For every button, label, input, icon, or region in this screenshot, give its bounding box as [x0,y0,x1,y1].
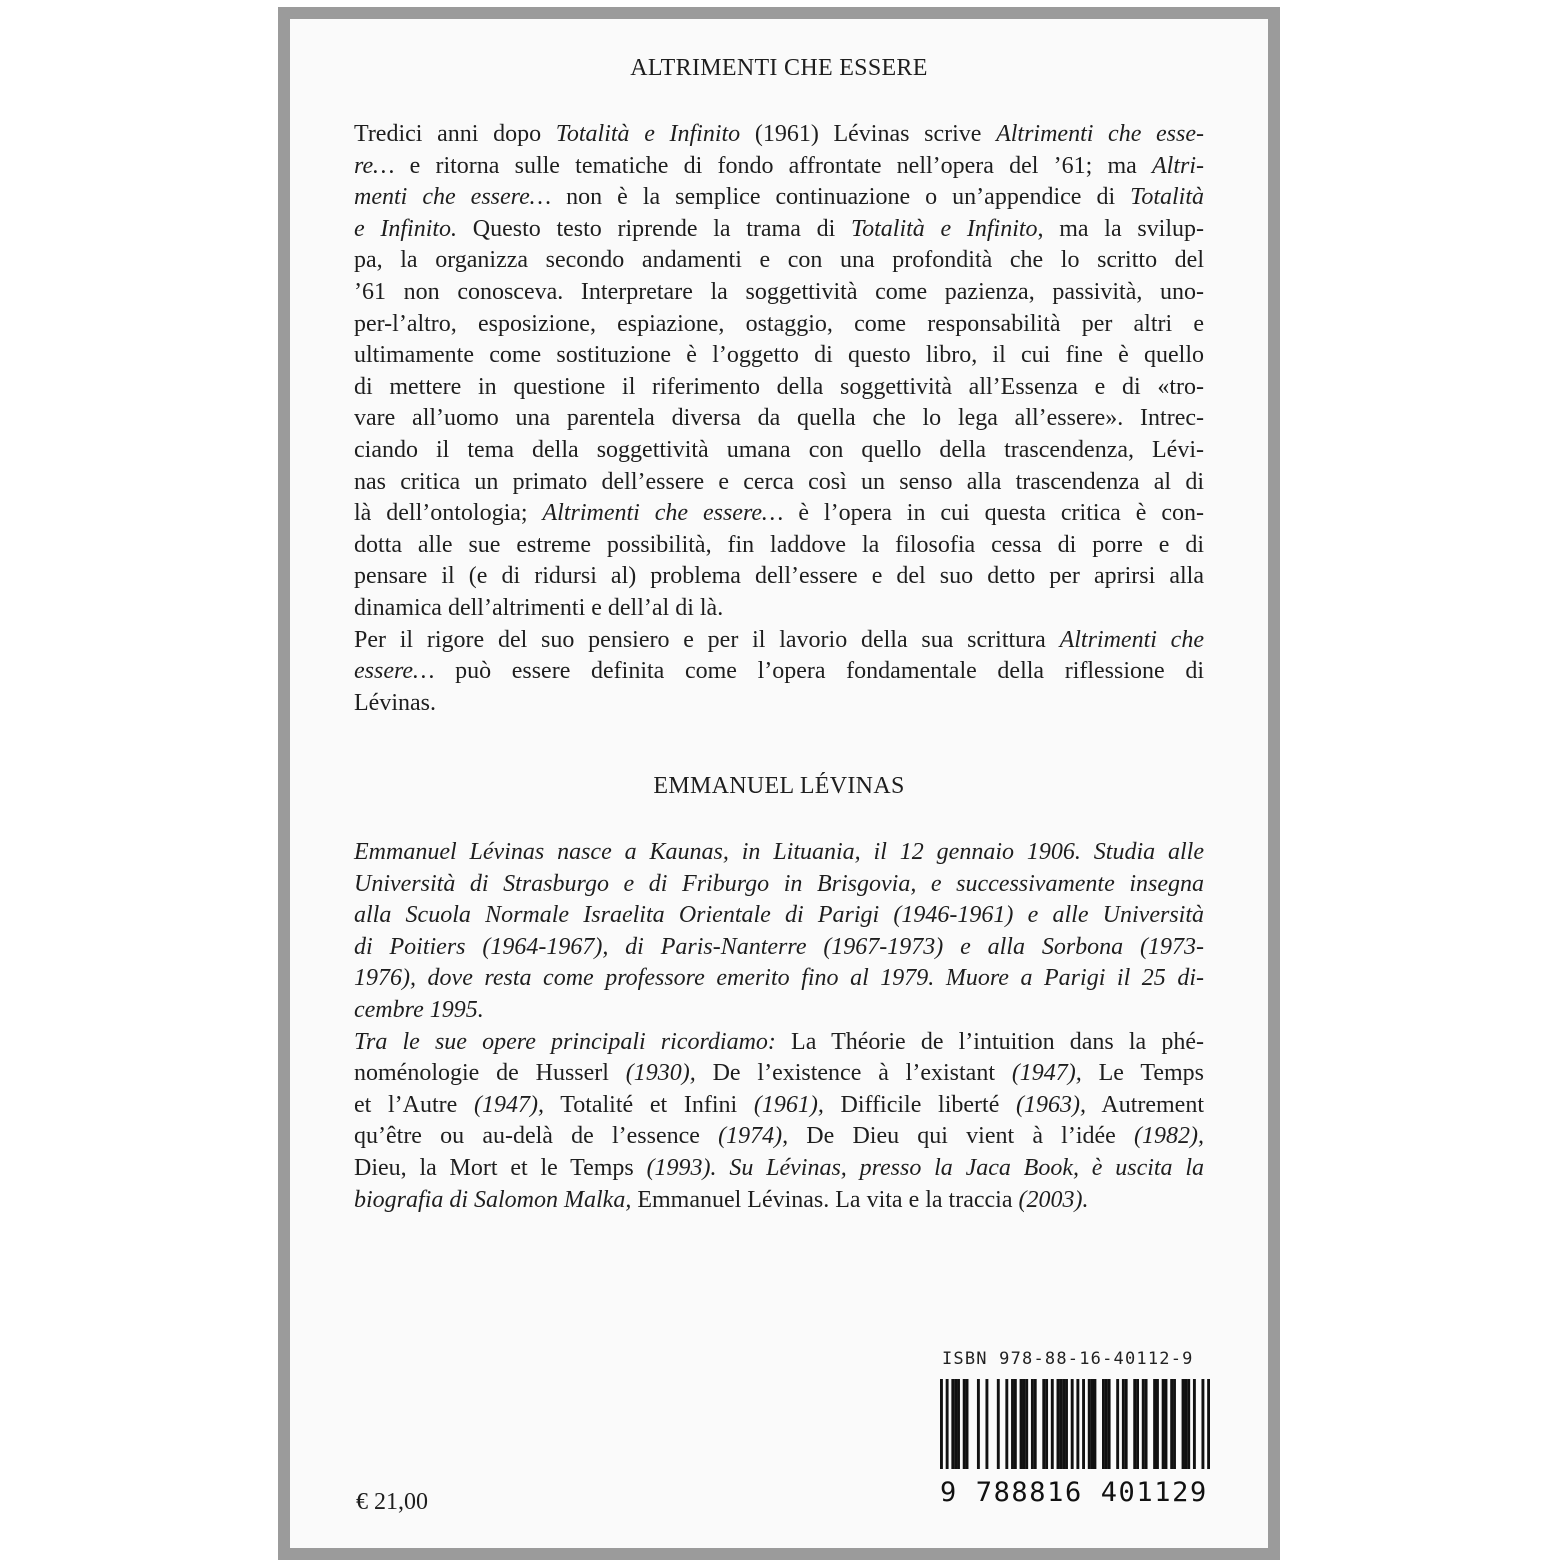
biography-line [354,869,1204,901]
italic-text: (1947), [473,1091,544,1118]
text: Autrement [1086,1091,1205,1118]
back-cover [278,7,1280,1560]
text: Emmanuel Lévinas. La vita e la traccia [631,1186,1019,1213]
barcode-bar [1071,1379,1074,1469]
italic-text: Università di Strasburgo e di Friburgo in Brisgovia, e successivamente insegna [354,870,1204,897]
barcode-bar [1091,1379,1094,1469]
text: et l’Autre [354,1091,474,1118]
barcode-bar [1057,1379,1060,1469]
barcode-bar [1153,1379,1156,1469]
barcode-bar [1116,1379,1119,1469]
description-line [354,561,1204,593]
biography-line [354,900,1204,932]
text: , ma la svilup- [1037,215,1205,242]
barcode-bar [1005,1379,1008,1469]
description-line [354,340,1204,372]
description-line [354,530,1204,562]
barcode-bar [1165,1379,1168,1469]
description-line [354,372,1204,404]
text: è l’opera in cui questa critica è con- [783,500,1204,527]
text: e ritorna sulle tematiche di fondo affrontate nell’opera del ’61; ma [394,152,1152,179]
text: là dell’ontologia; [354,500,543,527]
barcode-bar [1173,1379,1176,1469]
barcode-bar [1122,1379,1125,1469]
text: (1961) Lévinas scrive [740,121,997,147]
barcode-bar [954,1379,957,1469]
biography-line [354,963,1204,995]
italic-text: (1930), [625,1060,696,1087]
book-title: ALTRIMENTI CHE ESSERE [630,55,928,81]
text: Questo testo riprende la trama di [457,215,851,242]
italic-text: (1993). Su Lévinas, presso la Jaca Book, è uscita la [646,1154,1205,1181]
italic-text: 1976), dove resta come professore emerito fino al 1979. Muore a Parigi il 25 di- [354,965,1204,992]
description-line [354,151,1204,183]
biography-line [354,1121,1204,1153]
barcode-bar [1170,1379,1173,1469]
price: € 21,00 [356,1489,428,1515]
text: pa, la organizza secondo andamenti e con una profondità che lo scritto del [354,247,1204,274]
barcode-bar [1102,1379,1105,1469]
barcode-bar [1136,1379,1139,1469]
text: ’61 non conosceva. Interpretare la soggettività come pazienza, passività, uno- [354,278,1204,305]
italic-text: (1982), [1134,1123,1204,1150]
italic-text: menti che essere… [354,184,552,211]
barcode-bar [1145,1379,1148,1469]
barcode-bar [1162,1379,1165,1469]
barcode-bar [957,1379,960,1469]
barcode-bar [1133,1379,1136,1469]
text: La Théorie de l’intuition dans la phé- [775,1028,1204,1055]
text: Totalité et Infini [543,1091,754,1118]
text: pensare il (e di ridursi al) problema dell’essere e del suo detto per aprirsi alla [354,563,1204,590]
biography-line [354,1027,1204,1059]
italic-text: Emmanuel Lévinas nasce a Kaunas, in Lituania, il 12 gennaio 1906. Studia alle [354,839,1204,865]
barcode-bar [1193,1379,1196,1469]
text: Tredici anni dopo [354,121,556,147]
text: ultimamente come sostituzione è l’oggetto di questo libro, il cui fine è quello [354,342,1204,369]
description-line [354,498,1204,530]
italic-text: Totalità e Infinito [555,121,741,147]
text: Le Temps [1081,1060,1204,1087]
description-line [354,119,1204,151]
barcode-bar [946,1379,949,1469]
barcode-bar [1062,1379,1065,1469]
italic-text: Altrimenti che [1059,626,1204,653]
text: dotta alle sue estreme possibilità, fin laddove la filosofia cessa di porre e di [354,531,1204,558]
text: può essere definita come l’opera fondamentale della riflessione di [434,658,1204,685]
barcode-bar [1182,1379,1185,1469]
text: qu’être ou au-delà de l’essence [354,1123,719,1150]
text: noménologie de Husserl [354,1060,626,1087]
barcode-bar [1020,1379,1023,1469]
barcode-bar [1156,1379,1159,1469]
description-line [354,435,1204,467]
barcode-bar [1031,1379,1034,1469]
barcode-bar [1059,1379,1062,1469]
author-heading: EMMANUEL LÉVINAS [653,773,905,799]
biography-line [354,837,1204,869]
biography-line [354,1090,1204,1122]
isbn-label: ISBN 978-88-16-40112-9 [942,1349,1194,1369]
text: De l’existence à l’existant [695,1060,1012,1087]
text: ciando il tema della soggettività umana con quello della trascendenza, Lévi- [354,436,1204,463]
barcode-bar [997,1379,1000,1469]
description-line [354,467,1204,499]
italic-text: (1947), [1011,1060,1082,1087]
description-line [354,214,1204,246]
barcode-bar [1093,1379,1096,1469]
barcode [940,1379,1210,1469]
text: nas critica un primato dell’essere e cerca così un senso alla trascendenza al di [354,468,1204,495]
italic-text: essere… [354,658,435,685]
barcode-bar [951,1379,954,1469]
italic-text: Altri- [1152,152,1204,179]
barcode-bar [1207,1379,1210,1469]
text: Dieu, la Mort et le Temps [354,1154,647,1181]
barcode-bar [1011,1379,1014,1469]
description-line [354,656,1204,688]
description-line [354,245,1204,277]
barcode-bar [985,1379,988,1469]
barcode-bar [1125,1379,1128,1469]
barcode-bar [1076,1379,1079,1469]
barcode-bar [977,1379,980,1469]
barcode-bar [1025,1379,1028,1469]
description-line [354,625,1204,657]
barcode-bar [1105,1379,1108,1469]
barcode-bar [1014,1379,1017,1469]
biography-line [354,1058,1204,1090]
description-line [354,688,1204,720]
description-line [354,403,1204,435]
italic-text: re… [354,152,395,179]
barcode-digits: 9 788816 401129 [940,1477,1208,1508]
biography-line [354,1185,1204,1217]
italic-text: (2003). [1018,1186,1089,1213]
italic-text: Altrimenti che esse- [996,121,1204,147]
italic-text: e Infinito. [354,215,458,242]
italic-text: Totalità e Infinito [850,215,1038,242]
book-description [354,119,1204,719]
barcode-bar [1045,1379,1048,1469]
barcode-bar [1108,1379,1111,1469]
italic-text: biografia di Salomon Malka, [354,1186,632,1213]
barcode-bar [1184,1379,1187,1469]
text: non è la semplice continuazione o un’appendice di [551,184,1131,211]
barcode-bar [1042,1379,1045,1469]
barcode-bar [1022,1379,1025,1469]
text: di mettere in questione il riferimento della soggettività all’Essenza e di «tro- [354,373,1204,400]
description-line [354,277,1204,309]
barcode-bar [1065,1379,1068,1469]
description-line [354,593,1204,625]
description-line [354,309,1204,341]
text: De Dieu qui vient à l’idée [788,1123,1135,1150]
italic-text: (1963), [1016,1091,1087,1118]
italic-text: Altrimenti che essere… [542,500,784,527]
text: Per il rigore del suo pensiero e per il lavorio della sua scrittura [354,626,1060,653]
italic-text: Totalità [1130,184,1204,211]
biography-line [354,932,1204,964]
italic-text: cembre 1995. [354,996,484,1023]
barcode-bar [1082,1379,1085,1469]
text: dinamica dell’altrimenti e dell’al di là. [354,594,724,621]
author-biography [354,837,1204,1216]
text: per-l’altro, esposizione, espiazione, ostaggio, come responsabilità per altri e [354,310,1204,337]
text: vare all’uomo una parentela diversa da quella che lo lega all’essere». Intrec- [354,405,1204,432]
italic-text: di Poitiers (1964-1967), di Paris-Nanterre (1967-1973) e alla Sorbona (1973- [354,933,1204,960]
text: Lévinas. [354,689,436,716]
biography-line [354,1153,1204,1185]
barcode-bar [1034,1379,1037,1469]
barcode-bar [1201,1379,1204,1469]
barcode-bar [966,1379,969,1469]
barcode-bar [1051,1379,1054,1469]
italic-text: alla Scuola Normale Israelita Orientale di Parigi (1946-1961) e alle Università [354,902,1204,929]
text: Difficile liberté [823,1091,1017,1118]
italic-text: (1961), [753,1091,824,1118]
barcode-bar [940,1379,943,1469]
italic-text: (1974), [718,1123,789,1150]
description-line [354,182,1204,214]
barcode-bar [1187,1379,1190,1469]
barcode-bar [1088,1379,1091,1469]
biography-line [354,995,1204,1027]
italic-text: Tra le sue opere principali ricordiamo: [354,1028,776,1055]
barcode-bar [963,1379,966,1469]
barcode-bar [1142,1379,1145,1469]
